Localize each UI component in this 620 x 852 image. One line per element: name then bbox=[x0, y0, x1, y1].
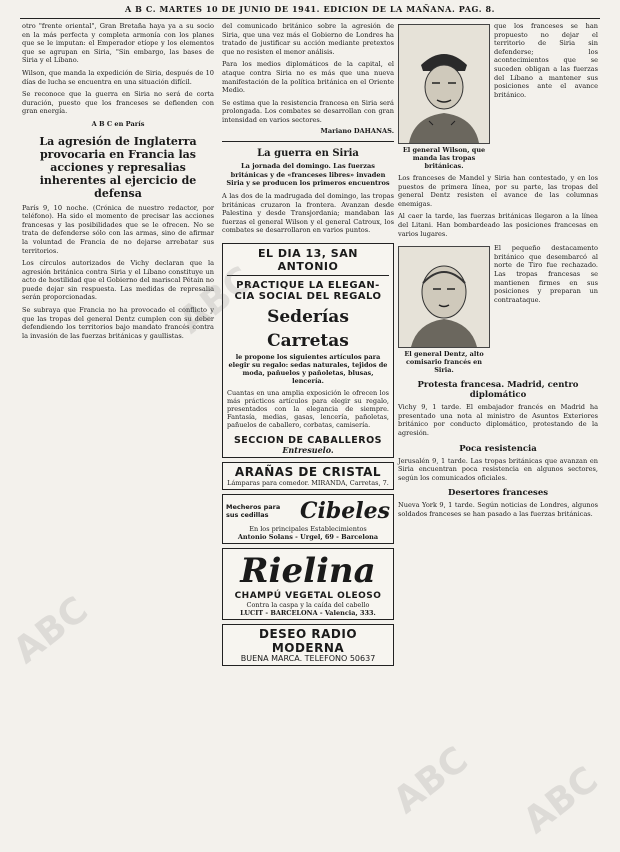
article-paris-p1: París 9, 10 noche. (Crónica de nuestro redactor, por teléfono). Ha sido el momento de precisar las acciones francesas y las posibilidades que se le ofrecen. No se trata de defenderse sólo con las armas, sino de afirmar la voluntad de Francia de no dejarse arrebatar sus territorios. bbox=[22, 203, 214, 255]
headline-desertores: Desertores franceses bbox=[447, 488, 549, 499]
subheadline-jornada: La jornada del domingo. Las fuerzas británicas y de «franceses libres» invaden Siria y se producen los primeros encuentros bbox=[226, 162, 390, 188]
section-signature: A B C en París bbox=[91, 119, 145, 128]
page-header: A B C. MARTES 10 DE JUNIO DE 1941. EDICION DE LA MAÑANA. PAG. 8. bbox=[20, 4, 600, 19]
headline-agresion: La agresión de Inglaterra provocaria en Francia las acciones y represalias inherentes al ejercicio de defensa bbox=[39, 134, 197, 200]
article-desertores: Nueva York 9, 1 tarde. Según noticias de Londres, algunos soldados franceses se han pasado a las fuerzas británicas. bbox=[398, 501, 598, 518]
portrait-sketch-icon bbox=[399, 247, 489, 347]
ad-radio-moderna bbox=[222, 624, 394, 666]
ad-floor: Entresuelo. bbox=[282, 444, 334, 455]
article-poca-resistencia: Jerusalén 9, 1 tarde. Las tropas británicas que avanzan en Siria encuentran poca resistencia en algunos sectores, según los comunicados oficiales. bbox=[398, 456, 598, 482]
article-right-p4: El pequeño destacamento británico que desembarcó al norte de Tiro fue rechazado. Las tropas francesas se mantienen firmes en sus posiciones y preparan un contraataque. bbox=[494, 244, 598, 304]
ad-elegancia-2: CIA SOCIAL DEL REGALO bbox=[234, 290, 382, 302]
column-left bbox=[22, 22, 214, 340]
ad-aranas-title: ARAÑAS DE CRISTAL bbox=[234, 464, 382, 479]
ad-rielina-brand: Rielina bbox=[240, 550, 376, 591]
ad-rielina-product: CHAMPÚ VEGETAL OLEOSO bbox=[234, 590, 382, 601]
portrait-sketch-icon bbox=[399, 25, 489, 143]
caption-wilson: El general Wilson, que manda las tropas británicas. bbox=[402, 146, 486, 170]
article-cont-p1: del comunicado británico sobre la agresión de Siria, que una vez más el Gobierno de Londres ha tratado de justificar su acción mediante pretextos que no resisten el menor análisis. bbox=[222, 22, 394, 56]
photo-general-wilson bbox=[398, 24, 490, 144]
article-cont-p3: Se estima que la resistencia francesa en Siria será prolongada. Los combates se desarrollan con gran intensidad en varios sectores. bbox=[222, 98, 394, 124]
article-body-2: Se reconoce que la guerra en Siria no será de corta duración, puesto que los franceses se defienden con gran energía. bbox=[22, 90, 214, 116]
ad-aranas-cristal bbox=[222, 462, 394, 490]
article-protesta: Vichy 9, 1 tarde. El embajador francés en Madrid ha presentado una nota al ministro de Asuntos Exteriores británico por conducto diplomático, protestando de la agresión. bbox=[398, 403, 598, 437]
watermark-abc-logo: ABC bbox=[386, 739, 476, 822]
article-siria-p1: A las dos de la madrugada del domingo, las tropas británicas cruzaron la frontera. Avanzan desde Palestina y desde Transjordania; mandaban las fuerzas el general Wilson y el general Catroux, los combates se desarrollaron en varios puntos. bbox=[222, 191, 394, 235]
ad-date-line: EL DIA 13, SAN ANTONIO bbox=[227, 247, 389, 276]
ad-cibeles-brand: Cibeles bbox=[300, 497, 390, 524]
article-body-1: Wilson, que manda la expedición de Siria, después de 10 días de lucha se encuentra en una situación difícil. bbox=[22, 68, 214, 86]
caption-dentz: El general Dentz, alto comisario francés en Siria. bbox=[404, 350, 484, 375]
watermark-abc-logo: ABC bbox=[6, 589, 96, 672]
headline-protesta: Protesta francesa. Madrid, centro diplomático bbox=[417, 380, 579, 401]
ad-cibeles bbox=[222, 494, 394, 544]
author-signature: Mariano DAHANAS. bbox=[320, 126, 394, 135]
ad-radio-line: BUENA MARCA. TELEFONO 50637 bbox=[240, 653, 376, 663]
article-right-p3: Al caer la tarde, las fuerzas británicas llegaron a la línea del Litani. Han bombardeado las posiciones francesas en varios lugares. bbox=[398, 212, 598, 238]
ad-cibeles-line1: En los principales Establecimientos bbox=[249, 524, 367, 533]
photo-general-dentz bbox=[398, 246, 490, 348]
ad-elegancia-1: PRACTIQUE LA ELEGAN- bbox=[236, 279, 380, 291]
ad-radio-title: DESEO RADIO MODERNA bbox=[258, 626, 358, 655]
ad-cibeles-line2: Antonio Solans - Urgel, 69 - Barcelona bbox=[237, 532, 379, 541]
article-intro: otro "frente oriental", Gran Bretaña haya ya a su socio en la más perfecta y completa armonía con los planes que se le imputan: el Emperador etíope y los elementos que se agrupan en Siria, "Sin embargo, las bases de Siria y el Líbano. bbox=[22, 22, 214, 65]
article-right-p1: que los franceses se han propuesto no dejar el territorio de Siria sin defenderse; los acontecimientos que se suceden obligan a las fuerzas del Líbano a mantener sus posiciones ante el avance británico. bbox=[494, 22, 598, 99]
ad-rielina bbox=[222, 548, 394, 620]
article-cont-p2: Para los medios diplomáticos de la capital, el ataque contra Siria no es más que una nueva manifestación de la política británica en el Oriente Medio. bbox=[222, 60, 394, 95]
ad-brand-sederias: Sederías Carretas bbox=[267, 306, 349, 351]
ad-cibeles-tag: Mecheros para sus cedillas bbox=[226, 502, 281, 519]
ad-rielina-address: LUCIT - BARCELONA - Valencia, 333. bbox=[240, 608, 376, 617]
ad-intro: le propone los siguientes artículos para elegir su regalo: sedas naturales, tejidos de moda, pañuelos y pañoletas, blusas, lencería. bbox=[228, 352, 388, 385]
column-right bbox=[398, 22, 598, 519]
article-right-p2: Los franceses de Mandel y Siria han contestado, y en los puestos de primera línea, por su parte, las tropas del general Dentz resisten el avance de las columnas enemigas. bbox=[398, 174, 598, 208]
column-middle bbox=[222, 22, 394, 666]
watermark-abc-logo: ABC bbox=[516, 759, 606, 842]
watermark-abc-logo: ABC bbox=[171, 259, 261, 342]
article-paris-p3: Se subraya que Francia no ha provocado el conflicto y que las tropas del general Dentz cumplen con su deber defendiendo los territorios bajo mandato francés contra la invasión de las fuerzas británicas y gaullistas. bbox=[22, 306, 214, 340]
ad-section-caballeros: SECCION DE CABALLEROS bbox=[233, 434, 383, 446]
headline-guerra-siria: La guerra en Siria bbox=[257, 148, 359, 160]
headline-poca-resistencia: Poca resistencia bbox=[459, 443, 537, 454]
article-paris-p2: Los círculos autorizados de Vichy declaran que la agresión británica contra Siria y el Líbano constituye un acto de hostilidad que el Gobierno del mariscal Pétain no puede dejar sin respuesta. Las medidas de represalia serán proporcionadas. bbox=[22, 259, 214, 302]
ad-rielina-line: Contra la caspa y la caída del cabello bbox=[246, 600, 370, 609]
ad-aranas-line: Lámparas para comedor. MIRANDA, Carretas, 7. bbox=[227, 478, 389, 487]
ad-body: Cuantas en una amplia exposición le ofrecen los más prácticos artículos para elegir su regalo, presentados con la elegancia de siempre. Fantasía, medias, gasas, lencería, pañoletas, pañuelos de caballero, corbatas, camisería. bbox=[227, 388, 389, 429]
